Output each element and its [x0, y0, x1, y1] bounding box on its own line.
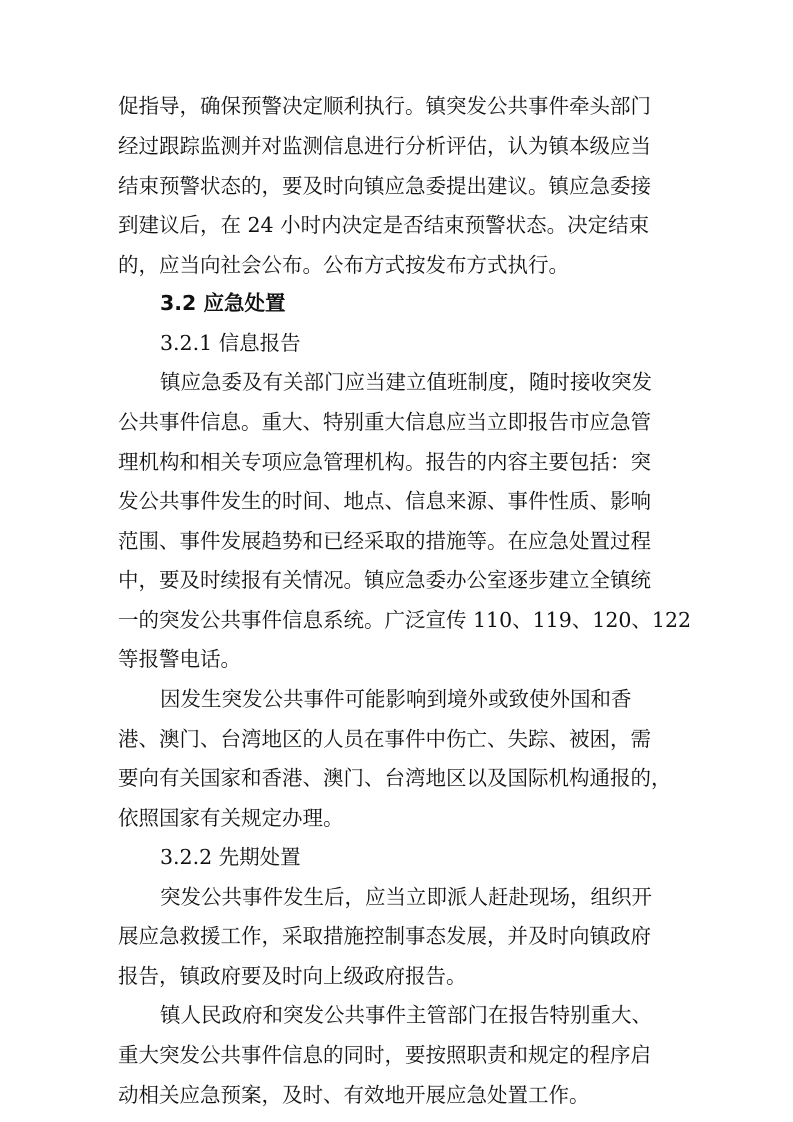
paragraph-line: 结束预警状态的，要及时向镇应急委提出建议。镇应急委接	[118, 174, 651, 198]
paragraph-line: 镇人民政府和突发公共事件主管部门在报告特别重大、	[160, 1003, 652, 1027]
paragraph-line: 突发公共事件发生后，应当立即派人赶赴现场，组织开	[160, 885, 652, 909]
paragraph-line: 一的突发公共事件信息系统。广泛宣传 110、119、120、122	[118, 608, 692, 632]
paragraph-line: 展应急救援工作，采取措施控制事态发展，并及时向镇政府	[118, 924, 651, 948]
paragraph-line: 范围、事件发展趋势和已经采取的措施等。在应急处置过程	[118, 529, 651, 553]
paragraph-line: 因发生突发公共事件可能影响到境外或致使外国和香	[160, 687, 632, 711]
paragraph-line: 理机构和相关专项应急管理机构。报告的内容主要包括：突	[118, 450, 651, 474]
section-heading-3-2: 3.2 应急处置	[160, 291, 286, 315]
paragraph-line: 报告，镇政府要及时向上级政府报告。	[118, 964, 467, 988]
paragraph-line: 要向有关国家和香港、澳门、台湾地区以及国际机构通报的，	[118, 766, 672, 790]
paragraph-line: 港、澳门、台湾地区的人员在事件中伤亡、失踪、被困，需	[118, 727, 651, 751]
paragraph-line: 依照国家有关规定办理。	[118, 806, 344, 830]
paragraph-line: 动相关应急预案，及时、有效地开展应急处置工作。	[118, 1083, 590, 1107]
paragraph-line: 的，应当向社会公布。公布方式按发布方式执行。	[118, 253, 569, 277]
paragraph-line: 发公共事件发生的时间、地点、信息来源、事件性质、影响	[118, 489, 651, 513]
paragraph-line: 到建议后，在 24 小时内决定是否结束预警状态。决定结束	[118, 213, 650, 237]
paragraph-line: 促指导，确保预警决定顺利执行。镇突发公共事件牵头部门	[118, 94, 651, 118]
paragraph-line: 公共事件信息。重大、特别重大信息应当立即报告市应急管	[118, 410, 651, 434]
paragraph-line: 重大突发公共事件信息的同时，要按照职责和规定的程序启	[118, 1043, 651, 1067]
paragraph-line: 中，要及时续报有关情况。镇应急委办公室逐步建立全镇统	[118, 568, 651, 592]
paragraph-line: 经过跟踪监测并对监测信息进行分析评估，认为镇本级应当	[118, 134, 651, 158]
paragraph-line: 镇应急委及有关部门应当建立值班制度，随时接收突发	[160, 370, 652, 394]
paragraph-line: 等报警电话。	[118, 647, 241, 671]
subsection-heading-3-2-1: 3.2.1 信息报告	[160, 331, 301, 355]
subsection-heading-3-2-2: 3.2.2 先期处置	[160, 845, 301, 869]
